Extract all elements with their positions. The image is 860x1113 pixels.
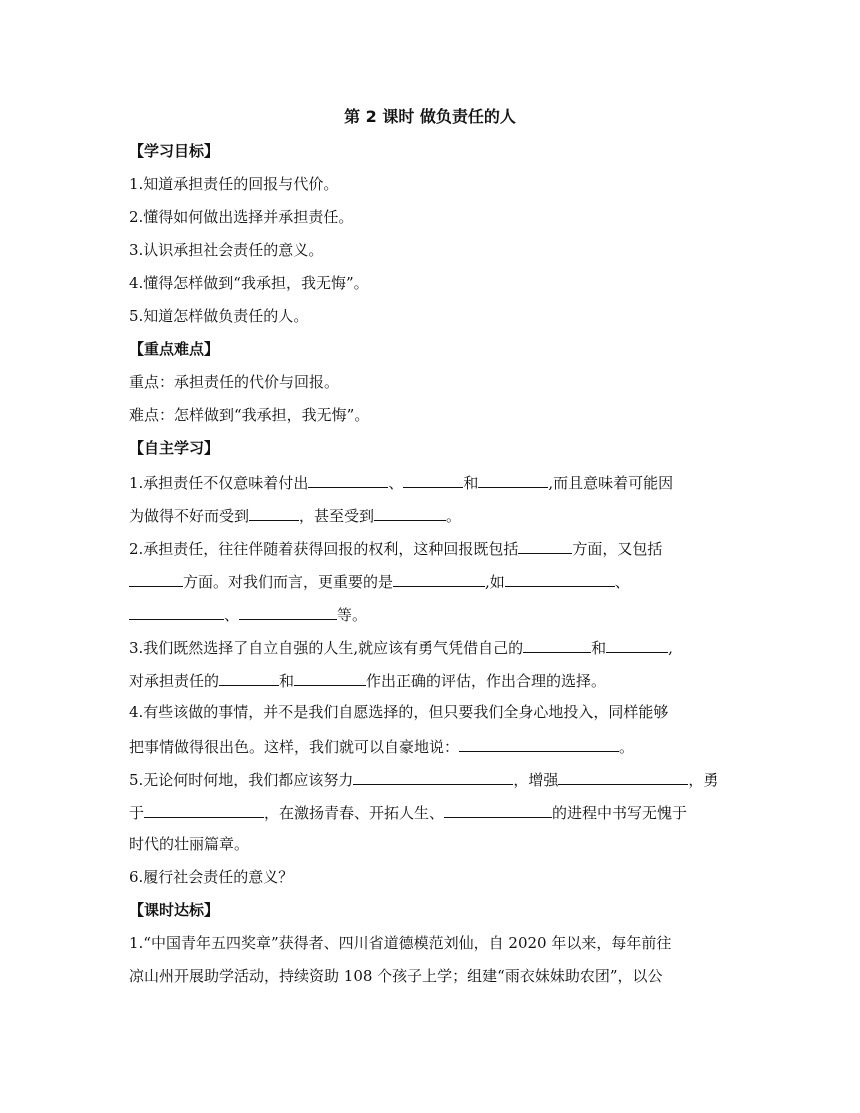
- key-point: 重点：承担责任的代价与回报。: [129, 373, 340, 391]
- exercise-1-line-2: 凉山州开展助学活动，持续资助 108 个孩子上学；组建“雨衣妹妹助农团”，以公: [129, 967, 663, 985]
- goal-item: 1.知道承担责任的回报与代价。: [129, 175, 339, 193]
- question-4-line-2: 把事情做得很出色。这样，我们就可以自豪地说： 。: [129, 735, 739, 757]
- fill-blank[interactable]: [518, 537, 572, 554]
- class-target-heading: 【课时达标】: [129, 901, 220, 919]
- question-4-line-1: 4.有些该做的事情，并不是我们自愿选择的，但只要我们全身心地投入，同样能够: [129, 703, 669, 721]
- fill-blank[interactable]: [403, 471, 463, 488]
- fill-blank[interactable]: [374, 504, 446, 521]
- fill-blank[interactable]: [523, 636, 591, 653]
- fill-blank[interactable]: [459, 735, 619, 752]
- goal-item: 4.懂得怎样做到“我承担，我无悔”。: [129, 274, 369, 292]
- fill-blank[interactable]: [249, 504, 299, 521]
- question-1-line-1: 1.承担责任不仅意味着付出 、 和 ,而且意味着可能因: [129, 471, 739, 493]
- question-5-line-1: 5.无论何时何地，我们都应该努力 ，增强 ，勇: [129, 768, 739, 790]
- question-6: 6.履行社会责任的意义？: [129, 868, 294, 886]
- key-heading: 【重点难点】: [129, 340, 220, 358]
- fill-blank[interactable]: [239, 603, 337, 620]
- fill-blank[interactable]: [129, 570, 183, 587]
- fill-blank[interactable]: [144, 801, 264, 818]
- question-1-line-2: 为做得不好而受到 ，甚至受到 。: [129, 504, 739, 526]
- fill-blank[interactable]: [558, 768, 688, 785]
- self-study-heading: 【自主学习】: [129, 439, 220, 457]
- fill-blank[interactable]: [478, 471, 548, 488]
- goal-item: 2.懂得如何做出选择并承担责任。: [129, 208, 354, 226]
- fill-blank[interactable]: [505, 570, 615, 587]
- goal-item: 3.认识承担社会责任的意义。: [129, 241, 324, 259]
- fill-blank[interactable]: [393, 570, 485, 587]
- goal-item: 5.知道怎样做负责任的人。: [129, 307, 309, 325]
- question-2-line-3: 、 等。: [129, 603, 739, 625]
- fill-blank[interactable]: [606, 636, 668, 653]
- fill-blank[interactable]: [129, 603, 224, 620]
- exercise-1-line-1: 1.“中国青年五四奖章”获得者、四川省道德模范刘仙，自 2020 年以来，每年前往: [129, 934, 672, 952]
- goals-heading: 【学习目标】: [129, 142, 220, 160]
- question-5-line-3: 时代的壮丽篇章。: [129, 835, 250, 853]
- key-point: 难点：怎样做到“我承担，我无悔”。: [129, 406, 370, 424]
- fill-blank[interactable]: [353, 768, 513, 785]
- fill-blank[interactable]: [308, 471, 388, 488]
- fill-blank[interactable]: [444, 801, 552, 818]
- question-5-line-2: 于 ，在激扬青春、开拓人生、 的进程中书写无愧于: [129, 801, 739, 823]
- question-2-line-2: 方面。对我们而言，更重要的是 ,如 、: [129, 570, 739, 592]
- fill-blank[interactable]: [219, 669, 279, 686]
- page-title: 第 2 课时 做负责任的人: [344, 107, 516, 126]
- question-3-line-1: 3.我们既然选择了自立自强的人生,就应该有勇气凭借自己的 和 ,: [129, 636, 739, 658]
- question-3-line-2: 对承担责任的 和 作出正确的评估，作出合理的选择。: [129, 669, 739, 691]
- question-2-line-1: 2.承担责任，往往伴随着获得回报的权利，这种回报既包括 方面，又包括: [129, 537, 739, 559]
- fill-blank[interactable]: [294, 669, 366, 686]
